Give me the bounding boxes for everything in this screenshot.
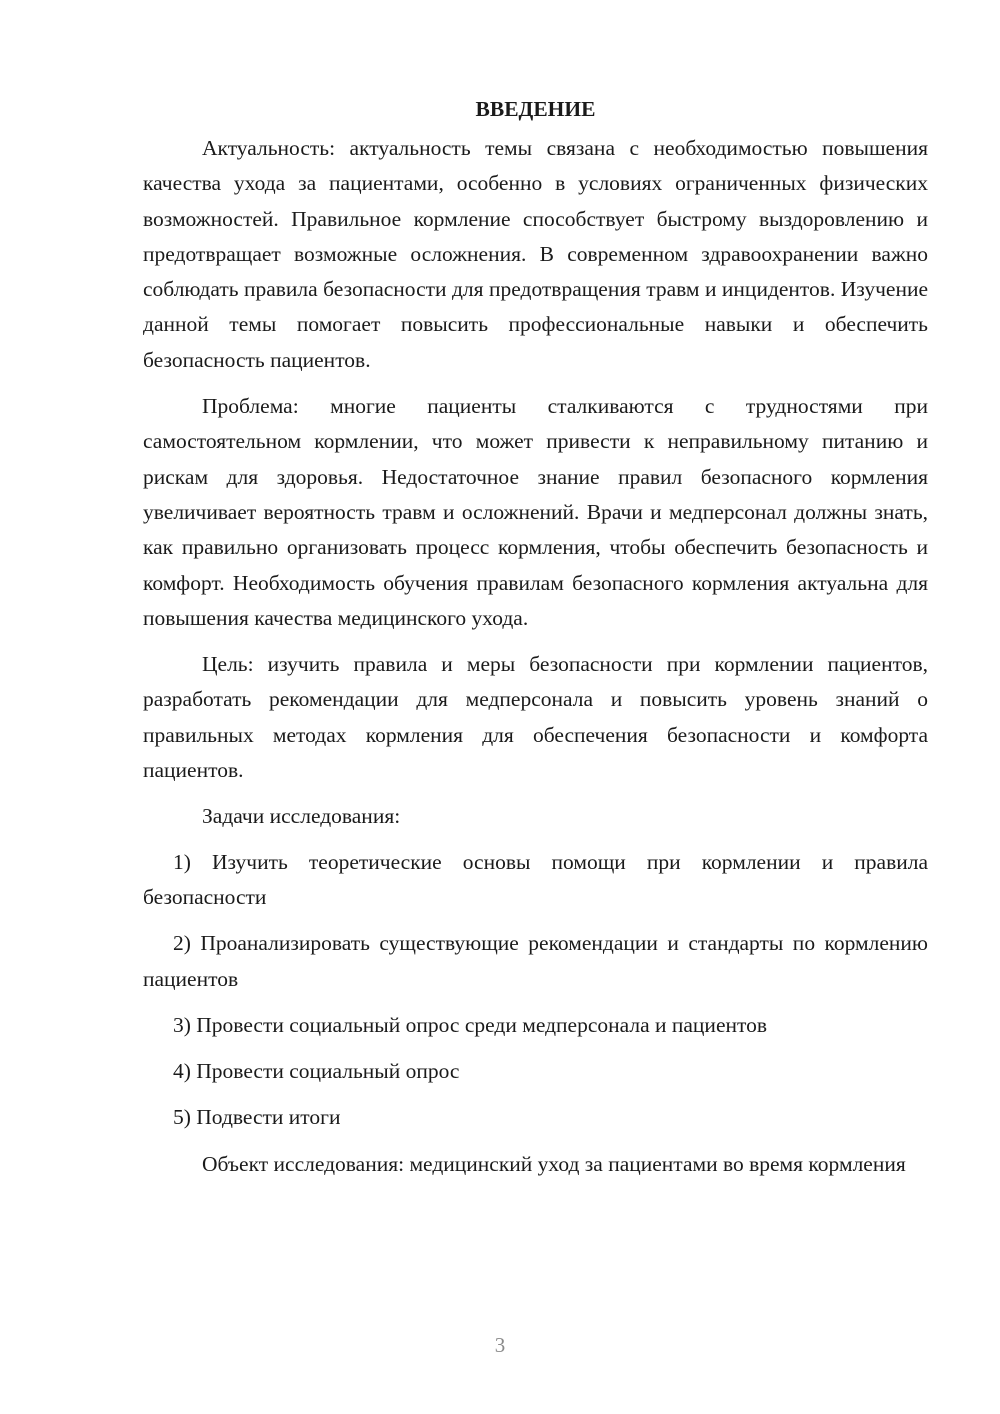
tasks-heading: Задачи исследования:	[202, 804, 401, 829]
paragraph-relevance: Актуальность: актуальность темы связана с необходимостью повышения качества ухода за пациентами, особенно в условиях ограниченных физических возможностей. Правильное кормление способствует быстрому выздоровлению и предотвращает возможные осложнения. В современном здравоохранении важно соблюдать правила безопасности для предотвращения травм и инцидентов. Изучение данной темы помогает повысить профессиональные навыки и обеспечить безопасность пациентов.	[143, 136, 928, 372]
task-item-4: 4) Провести социальный опрос	[173, 1059, 460, 1084]
page-number: 3	[494, 1333, 506, 1357]
document-page	[143, 92, 928, 1193]
task-item-2: 2) Проанализировать существующие рекомендации и стандарты по кормлению пациентов	[143, 931, 928, 991]
task-item-5: 5) Подвести итоги	[173, 1105, 341, 1130]
paragraph-object: Объект исследования: медицинский уход за пациентами во время кормления	[202, 1151, 906, 1176]
section-title: ВВЕДЕНИЕ	[475, 97, 596, 121]
task-item-3: 3) Провести социальный опрос среди медперсонала и пациентов	[173, 1012, 768, 1037]
paragraph-problem: Проблема: многие пациенты сталкиваются с трудностями при самостоятельном кормлении, что может привести к неправильному питанию и рискам для здоровья. Недостаточное знание правил безопасного кормления увеличивает вероятность травм и осложнений. Врачи и медперсонал должны знать, как правильно организовать процесс кормления, чтобы обеспечить безопасность и комфорт. Необходимость обучения правилам безопасного кормления актуальна для повышения качества медицинского ухода.	[143, 394, 928, 630]
task-item-1: 1) Изучить теоретические основы помощи при кормлении и правила безопасности	[143, 849, 928, 909]
paragraph-goal: Цель: изучить правила и меры безопасности при кормлении пациентов, разработать рекомендации для медперсонала и повысить уровень знаний о правильных методах кормления для обеспечения безопасности и комфорта пациентов.	[143, 652, 928, 783]
